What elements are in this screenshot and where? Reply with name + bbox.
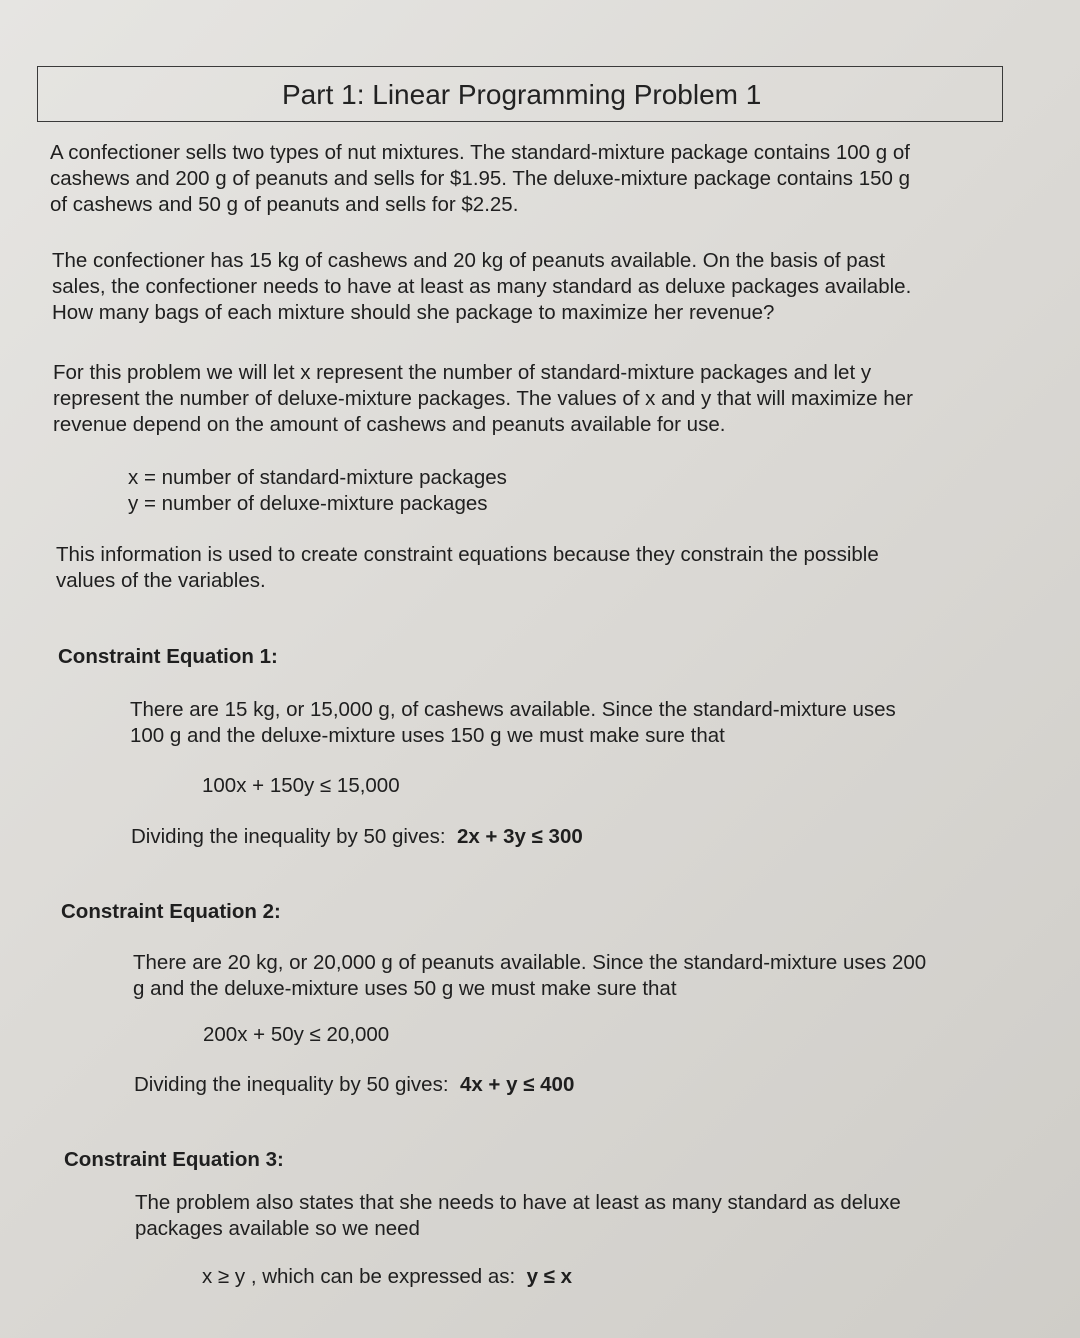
problem-paragraph-3 [53, 360, 1003, 438]
constraint-1-text [130, 697, 970, 749]
constraint-2-result: 4x + y ≤ 400 [459, 1073, 575, 1096]
inequality-label: x ≥ y , which can be expressed as: [202, 1265, 516, 1288]
constraint-1-inequality: 100x + 150y ≤ 15,000 [202, 774, 400, 797]
text-line: There are 20 kg, or 20,000 g of peanuts available. Since the standard-mixture uses 200 [133, 951, 927, 974]
constraint-3-result: y ≤ x [526, 1265, 573, 1288]
text-line: This information is used to create constraint equations because they constrain the possible [56, 543, 879, 566]
text-line: cashews and 200 g of peanuts and sells for $1.95. The deluxe-mixture package contains 150 g [50, 167, 911, 190]
constraint-2-simplified [134, 1072, 574, 1098]
problem-paragraph-4 [56, 542, 956, 594]
constraint-2-text [133, 950, 973, 1002]
text-line: 100 g and the deluxe-mixture uses 150 g we must make sure that [130, 724, 725, 747]
dividing-label: Dividing the inequality by 50 gives: [131, 825, 446, 848]
text-line: The confectioner has 15 kg of cashews and 20 kg of peanuts available. On the basis of past [52, 249, 886, 272]
text-line: g and the deluxe-mixture uses 50 g we must make sure that [133, 977, 677, 1000]
text-line: A confectioner sells two types of nut mixtures. The standard-mixture package contains 100 g of [50, 141, 910, 164]
definition-y: y = number of deluxe-mixture packages [128, 492, 488, 515]
constraint-3-inequality [202, 1264, 572, 1290]
text-line: There are 15 kg, or 15,000 g, of cashews available. Since the standard-mixture uses [130, 698, 896, 721]
text-line: packages available so we need [135, 1217, 420, 1240]
constraint-3-text [135, 1190, 955, 1242]
definition-x: x = number of standard-mixture packages [128, 466, 507, 489]
text-line: of cashews and 50 g of peanuts and sells for $2.25. [50, 193, 519, 216]
text-line: How many bags of each mixture should she package to maximize her revenue? [52, 301, 775, 324]
title-box [37, 66, 1003, 122]
constraint-2-inequality: 200x + 50y ≤ 20,000 [203, 1023, 390, 1046]
problem-paragraph-2 [52, 248, 992, 326]
variable-definitions [128, 465, 728, 517]
page-title: Part 1: Linear Programming Problem 1 [282, 79, 762, 110]
constraint-3-heading: Constraint Equation 3: [64, 1148, 284, 1171]
constraint-2-heading: Constraint Equation 2: [61, 900, 281, 923]
constraint-1-simplified [131, 824, 583, 850]
constraint-1-result: 2x + 3y ≤ 300 [456, 825, 583, 848]
text-line: represent the number of deluxe-mixture packages. The values of x and y that will maximize her [53, 387, 913, 410]
text-line: sales, the confectioner needs to have at least as many standard as deluxe packages available. [52, 275, 912, 298]
text-line: values of the variables. [56, 569, 266, 592]
text-line: revenue depend on the amount of cashews and peanuts available for use. [53, 413, 726, 436]
dividing-label: Dividing the inequality by 50 gives: [134, 1073, 449, 1096]
constraint-1-heading: Constraint Equation 1: [58, 645, 278, 668]
problem-paragraph-1 [50, 140, 1010, 218]
text-line: The problem also states that she needs to have at least as many standard as deluxe [135, 1191, 901, 1214]
text-line: For this problem we will let x represent the number of standard-mixture packages and let y [53, 361, 872, 384]
